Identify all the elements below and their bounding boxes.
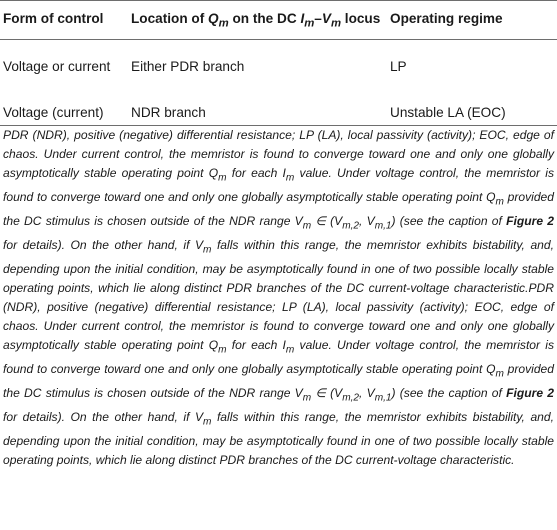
header-form-of-control: Form of control (3, 11, 104, 26)
header-location-prefix: Location of (131, 11, 209, 26)
header-q-letter: Q (208, 11, 219, 26)
header-location-i (300, 11, 315, 30)
footnote-subscript: m (495, 196, 504, 208)
footnote-text: ∈ (V (311, 214, 343, 228)
footnote-subscript: m (218, 172, 227, 183)
header-dash: – (314, 11, 322, 26)
footnote-subscript: m,1 (374, 392, 392, 404)
table-top-rule (0, 0, 557, 1)
footnote-text: PDR (NDR), positive (negative) differential resistance; LP (LA), local passivity (activity); EOC, edge of chaos. Under current control, the memristor is found to converge toward one and only one globally asymptotically stable operating point Q (3, 128, 554, 180)
footnote-text: for each I (226, 165, 286, 180)
footnote-text: provided the DC stimulus is chosen outside of the NDR range V (3, 361, 554, 400)
footnote-text: falls within this range, the memristor exhibits bistability, and, depending upon the initial condition, may be asymptotically found in one of two possible locally stable operating points, which lie along distinct PDR branches of the DC current-voltage characteristic.PDR (NDR), positive (negative) differential resistance; LP (LA), local passivity (activity); EOC, edge of chaos. Under current control, the memristor is found to converge toward one and only one globally asymptotically stable operating point Q (3, 238, 554, 352)
cell-location: NDR branch (131, 105, 206, 120)
footnote-subscript: m,2 (342, 392, 360, 404)
header-v-letter: V (321, 11, 331, 26)
footnote-text: , V (359, 214, 375, 228)
cell-regime: LP (390, 59, 407, 74)
header-i-sub: m (304, 17, 315, 30)
cell-location: Either PDR branch (131, 59, 245, 74)
header-location-suffix: locus (341, 11, 381, 26)
footnote-text: ∈ (V (311, 386, 343, 400)
footnote-subscript: m (218, 344, 227, 355)
footnote-text: provided the DC stimulus is chosen outside of the NDR range V (3, 189, 554, 228)
header-location-v (321, 11, 342, 30)
footnote-text: falls within this range, the memristor exhibits bistability, and, depending upon the initial condition, may be asymptotically found in one of two possible locally stable operating points, which lie along distinct PDR branches of the DC current-voltage characteristic. (3, 410, 554, 468)
footnote-subscript: m (495, 368, 504, 380)
footnote-text: value. Under voltage control, the memristor is found to converge toward one and only one globally asymptotically stable operating point Q (3, 165, 555, 204)
cell-form: Voltage (current) (3, 105, 104, 120)
footnote-subscript: m,2 (342, 220, 360, 232)
footnote-subscript: m (285, 344, 295, 355)
footnote-text: for each I (226, 337, 286, 352)
footnote-subscript: m (285, 172, 295, 183)
footnote-subscript: m,1 (374, 220, 392, 232)
footnote-subscript: m (302, 392, 312, 404)
footnote-text: ) (see the caption of (391, 214, 507, 228)
footnote-subscript: m (302, 220, 312, 232)
header-location-mid: on the DC (228, 11, 301, 26)
header-v-sub: m (330, 17, 342, 30)
figure-2-reference[interactable]: Figure 2 (506, 214, 555, 228)
cell-form: Voltage or current (3, 59, 111, 74)
footnote-text: , V (359, 386, 375, 400)
footnote-text: for details). On the other hand, if V (3, 410, 204, 425)
footnote-text: for details). On the other hand, if V (3, 238, 204, 253)
footnote-subscript: m (203, 416, 212, 428)
header-q-sub: m (218, 17, 229, 30)
cell-regime: Unstable LA (EOC) (390, 105, 506, 120)
footnote-text: value. Under voltage control, the memristor is found to converge toward one and only one globally asymptotically stable operating point Q (3, 337, 555, 376)
header-location-q (208, 11, 229, 30)
figure-2-reference[interactable]: Figure 2 (506, 386, 555, 400)
table-header-rule (0, 39, 557, 40)
footnote-subscript: m (203, 244, 212, 256)
table-footnote (3, 126, 554, 470)
footnote-text: ) (see the caption of (391, 386, 507, 400)
header-i-letter: I (300, 11, 305, 26)
header-location (131, 11, 380, 30)
header-operating-regime: Operating regime (390, 11, 503, 26)
